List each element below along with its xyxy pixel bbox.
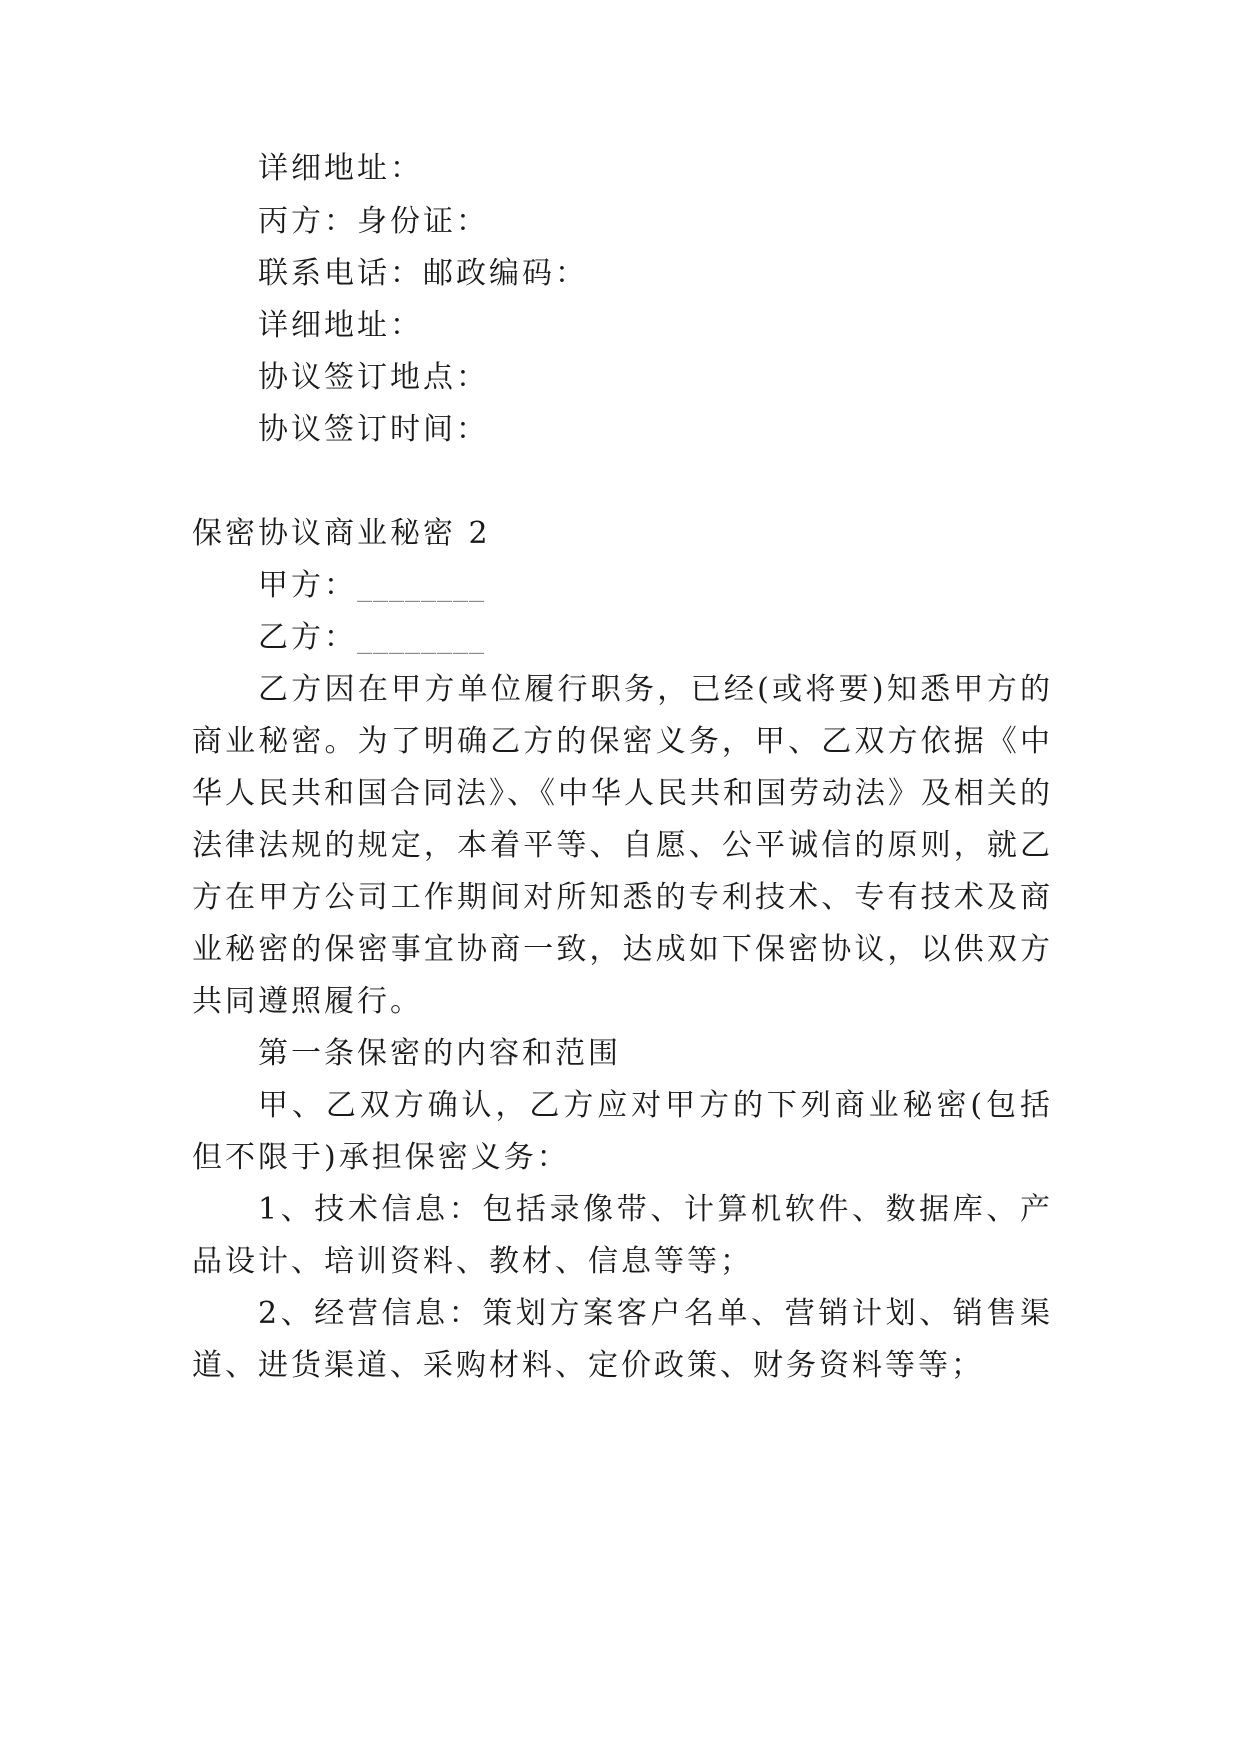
detail-address-line-1: 详细地址： — [258, 151, 423, 186]
preamble-line: 华人民共和国合同法》、《中华人民共和国劳动法》及相关的 — [192, 776, 1050, 811]
sign-time-line: 协议签订时间： — [258, 412, 489, 447]
preamble-line-last: 共同遵照履行。 — [192, 984, 423, 1019]
party-b-line — [258, 620, 485, 655]
preamble-line: 商业秘密。为了明确乙方的保密义务，甲、乙双方依据《中 — [192, 724, 1050, 759]
sign-place-line: 协议签订地点： — [258, 360, 489, 395]
item-1-line: 1、技术信息：包括录像带、计算机软件、数据库、产 — [258, 1192, 1050, 1227]
party-b-blank: ________ — [357, 620, 485, 655]
item-1-line-last: 品设计、培训资料、教材、信息等等； — [192, 1244, 753, 1279]
article-1-intro-line-last: 但不限于)承担保密义务： — [192, 1140, 570, 1175]
item-2-line: 2、经营信息：策划方案客户名单、营销计划、销售渠 — [258, 1296, 1050, 1331]
article-1-title: 第一条保密的内容和范围 — [258, 1036, 621, 1071]
party-a-label: 甲方： — [258, 568, 357, 603]
preamble-line: 业秘密的保密事宜协商一致，达成如下保密协议，以供双方 — [192, 932, 1050, 967]
preamble-line: 法律法规的规定，本着平等、自愿、公平诚信的原则，就乙 — [192, 828, 1050, 863]
section-title: 保密协议商业秘密 2 — [192, 516, 491, 551]
item-2-line-last: 道、进货渠道、采购材料、定价政策、财务资料等等； — [192, 1348, 984, 1383]
phone-postcode-line: 联系电话：邮政编码： — [258, 256, 588, 291]
party-c-id-line: 丙方：身份证： — [258, 204, 489, 239]
party-a-line — [258, 568, 485, 603]
preamble-line: 方在甲方公司工作期间对所知悉的专利技术、专有技术及商 — [192, 880, 1050, 915]
preamble-line: 乙方因在甲方单位履行职务，已经(或将要)知悉甲方的 — [258, 672, 1050, 707]
article-1-intro-line: 甲、乙双方确认，乙方应对甲方的下列商业秘密(包括 — [258, 1088, 1050, 1123]
party-a-blank: ________ — [357, 568, 485, 603]
party-b-label: 乙方： — [258, 620, 357, 655]
detail-address-line-2: 详细地址： — [258, 308, 423, 343]
